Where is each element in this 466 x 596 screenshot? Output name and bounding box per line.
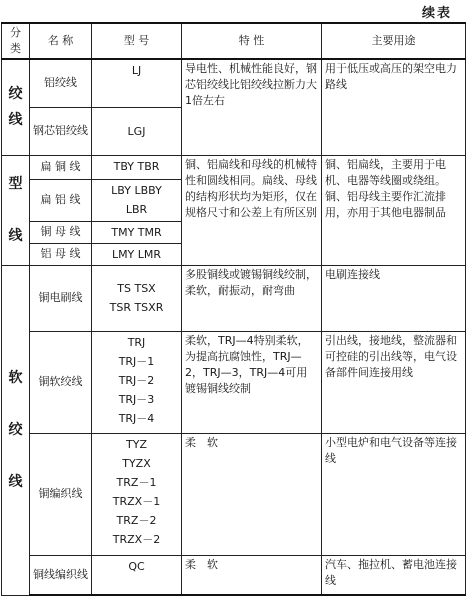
table-row (2, 433, 466, 555)
name-cell: 铜 母 线 (30, 221, 92, 243)
header-uses: 主要用途 (322, 23, 466, 59)
name-cell: 扁 铝 线 (30, 179, 92, 221)
features-cell: 柔软，TRJ—4特别柔软，为提高抗腐蚀性，TRJ—2，TRJ—3，TRJ—4可用镀锡铜线绞制 (182, 331, 322, 433)
header-model: 型 号 (92, 23, 182, 59)
continued-label: 续表 (421, 6, 452, 21)
uses-cell: 电刷连接线 (322, 265, 466, 331)
uses-cell: 汽车、拖拉机、蓄电池连接线 (322, 555, 466, 595)
table-row (2, 59, 466, 107)
model-cell: LGJ (92, 107, 182, 155)
features-cell: 多股铜线或镀锡铜线绞制，柔软，耐振动，耐弯曲 (182, 265, 322, 331)
name-cell: 铜编织线 (30, 433, 92, 555)
name-cell: 铝 母 线 (30, 243, 92, 265)
name-cell: 铜软绞线 (30, 331, 92, 433)
header-row (2, 23, 466, 59)
model-cell: TS TSX TSR TSXR (92, 265, 182, 331)
cable-spec-table (1, 22, 466, 596)
uses-cell: 引出线，接地线，整流器和可控硅的引出线等，电气设备部件间连接用线 (322, 331, 466, 433)
table-row (2, 265, 466, 331)
model-cell: TBY TBR (92, 155, 182, 179)
header-features: 特 性 (182, 23, 322, 59)
category-cell: 绞 线 (2, 59, 30, 155)
table-row (2, 555, 466, 595)
uses-cell: 用于低压或高压的架空电力路线 (322, 59, 466, 155)
features-cell: 柔 软 (182, 555, 322, 595)
features-cell: 柔 软 (182, 433, 322, 555)
features-cell: 导电性、机械性能良好，钢芯铝绞线比铝绞线拉断力大1倍左右 (182, 59, 322, 155)
model-cell: TMY TMR (92, 221, 182, 243)
uses-cell: 小型电炉和电气设备等连接线 (322, 433, 466, 555)
model-cell: TYZ TYZX TRZ－1 TRZX－1 TRZ－2 TRZX－2 (92, 433, 182, 555)
uses-cell: 铜、铝扁线，主要用于电机、电器等线圈或绕组。铜、铝母线主要作汇流排用，亦用于其他电器制品 (322, 155, 466, 265)
category-cell: 型 线 (2, 155, 30, 265)
table-row (2, 331, 466, 433)
name-cell: 铜线编织线 (30, 555, 92, 595)
header-name: 名 称 (30, 23, 92, 59)
name-cell: 铜电刷线 (30, 265, 92, 331)
model-cell: LJ (92, 59, 182, 107)
features-cell: 铜、铝扁线和母线的机械特性和圆线相同。扁线、母线的结构形状均为矩形，仅在规格尺寸和公差上有所区别 (182, 155, 322, 265)
name-cell: 铝绞线 (30, 59, 92, 107)
name-cell: 钢芯铝绞线 (30, 107, 92, 155)
model-cell: TRJ TRJ－1 TRJ－2 TRJ－3 TRJ－4 (92, 331, 182, 433)
model-cell: LMY LMR (92, 243, 182, 265)
name-cell: 扁 铜 线 (30, 155, 92, 179)
header-category: 分类 (2, 23, 30, 59)
model-cell: LBY LBBY LBR (92, 179, 182, 221)
category-cell: 软 绞 线 (2, 265, 30, 595)
table-row (2, 155, 466, 179)
model-cell: QC (92, 555, 182, 595)
